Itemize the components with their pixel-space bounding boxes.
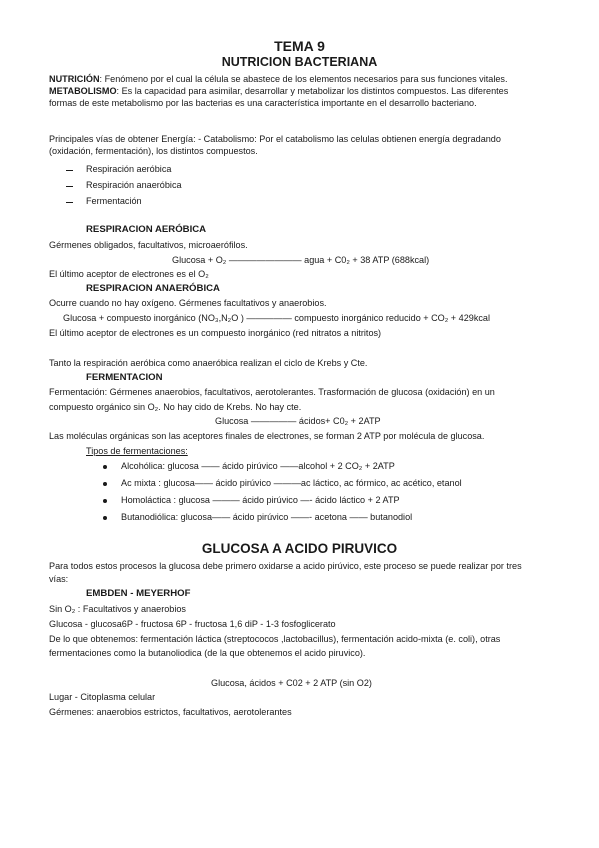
anaerobica-equation: Glucosa + compuesto inorgánico (NO₃,N₂O ) ————— compuesto inorgánico reducido + CO₂ + 429kcal <box>63 313 490 323</box>
embden-lugar: Lugar - Citoplasma celular <box>49 692 156 702</box>
vias-line2: (oxidación, fermentación), los distintos compuestos. <box>49 146 258 156</box>
tipos-heading: Tipos de fermentaciones: <box>86 446 188 456</box>
metabolismo-term: METABOLISMO <box>49 86 117 96</box>
embden-germenes: Gérmenes: anaerobios estrictos, facultativos, aerotolerantes <box>49 707 292 717</box>
tipo-item: Butanodiólica: glucosa—— ácido pirúvico ——- acetona —— butanodiol <box>121 512 413 522</box>
embden-line3: De lo que obtenemos: fermentación láctica (streptococos ,lactobacillus), fermentación acido-mixta (e. coli), otras <box>49 634 501 644</box>
dash-bullet <box>66 170 73 171</box>
bullet-dot <box>103 482 107 486</box>
tipo-item: Ac mixta : glucosa—— ácido pirúvico ———ac láctico, ac fórmico, ac acético, etanol <box>121 478 462 488</box>
vias-item: Fermentación <box>86 196 142 206</box>
tipo-item: Alcohólica: glucosa —— ácido pirúvico ——alcohol + 2 CO₂ + 2ATP <box>121 461 395 471</box>
dash-bullet <box>66 202 73 203</box>
fermentacion-line1: Fermentación: Gérmenes anaerobios, facultativos, aerotolerantes. Trasformación de glucosa (oxidación) en un <box>49 387 495 397</box>
aerobica-heading: RESPIRACION AERÓBICA <box>86 224 207 235</box>
glucosa-heading: GLUCOSA A ACIDO PIRUVICO <box>201 541 398 556</box>
page-title: TEMA 9 <box>274 38 325 54</box>
glucosa-line1: Para todos estos procesos la glucosa debe primero oxidarse a acido pirúvico, este proceso se puede realizar por tres <box>49 561 522 571</box>
embden-line4: fermentaciones como la butanoliodica (de la que obtenemos el acido piruvico). <box>49 648 366 658</box>
aerobica-line3: El último aceptor de electrones es el O₂ <box>49 269 209 279</box>
nutricion-text: : Fenómeno por el cual la célula se abastece de los elementos necesarios para sus funciones vitales. <box>99 74 508 84</box>
dash-bullet <box>66 186 73 187</box>
vias-item: Respiración aeróbica <box>86 164 172 174</box>
metabolismo-text: : Es la capacidad para asimilar, desarrollar y metabolizar los distintos compuestos. Las diferentes <box>116 86 509 96</box>
krebs-note: Tanto la respiración aeróbica como anaeróbica realizan el ciclo de Krebs y Cte. <box>49 358 368 368</box>
aerobica-line1: Gérmenes obligados, facultativos, microaerófilos. <box>49 240 248 250</box>
aerobica-equation: Glucosa + O₂ ———————— agua + C0₂ + 38 ATP (688kcal) <box>172 255 430 265</box>
embden-heading: EMBDEN - MEYERHOF <box>86 588 191 599</box>
fermentacion-line4: Las moléculas orgánicas son las aceptores finales de electrones, se forman 2 ATP por molécula de glucosa. <box>49 431 485 441</box>
vias-line1: Principales vías de obtener Energía: - Catabolismo: Por el catabolismo las celulas obtienen energía degradando <box>49 134 501 144</box>
embden-equation: Glucosa, ácidos + C02 + 2 ATP (sin O2) <box>211 678 372 688</box>
bullet-dot <box>103 516 107 520</box>
vias-item: Respiración anaeróbica <box>86 180 182 190</box>
metabolismo-line1 <box>49 86 550 97</box>
anaerobica-line3: El último aceptor de electrones es un compuesto inorgánico (red nitratos a nitritos) <box>49 328 382 338</box>
fermentacion-heading: FERMENTACION <box>86 372 163 383</box>
bullet-dot <box>103 499 107 503</box>
metabolismo-line2: formas de este metabolismo por las bacterias es una característica importante en el desarrollo bacteriano. <box>49 98 477 108</box>
embden-line1: Sin O₂ : Facultativos y anaerobios <box>49 604 186 614</box>
fermentacion-line2: compuesto orgánico sin O₂. No hay cido de Krebs. No hay cte. <box>49 402 302 412</box>
bullet-dot <box>103 465 107 469</box>
nutricion-definition <box>49 74 507 85</box>
anaerobica-heading: RESPIRACION ANAERÓBICA <box>86 283 220 294</box>
glucosa-line2: vías: <box>49 574 69 584</box>
fermentacion-equation: Glucosa ————— ácidos+ C0₂ + 2ATP <box>215 416 381 426</box>
tipo-item: Homoláctica : glucosa ——— ácido pirúvico —- ácido láctico + 2 ATP <box>121 495 400 505</box>
anaerobica-line1: Ocurre cuando no hay oxígeno. Gérmenes facultativos y anaerobios. <box>49 298 327 308</box>
embden-line2: Glucosa - glucosa6P - fructosa 6P - fructosa 1,6 diP - 1-3 fosfoglicerato <box>49 619 336 629</box>
page-subtitle: NUTRICION BACTERIANA <box>221 55 378 69</box>
nutricion-term: NUTRICIÓN <box>49 74 100 84</box>
